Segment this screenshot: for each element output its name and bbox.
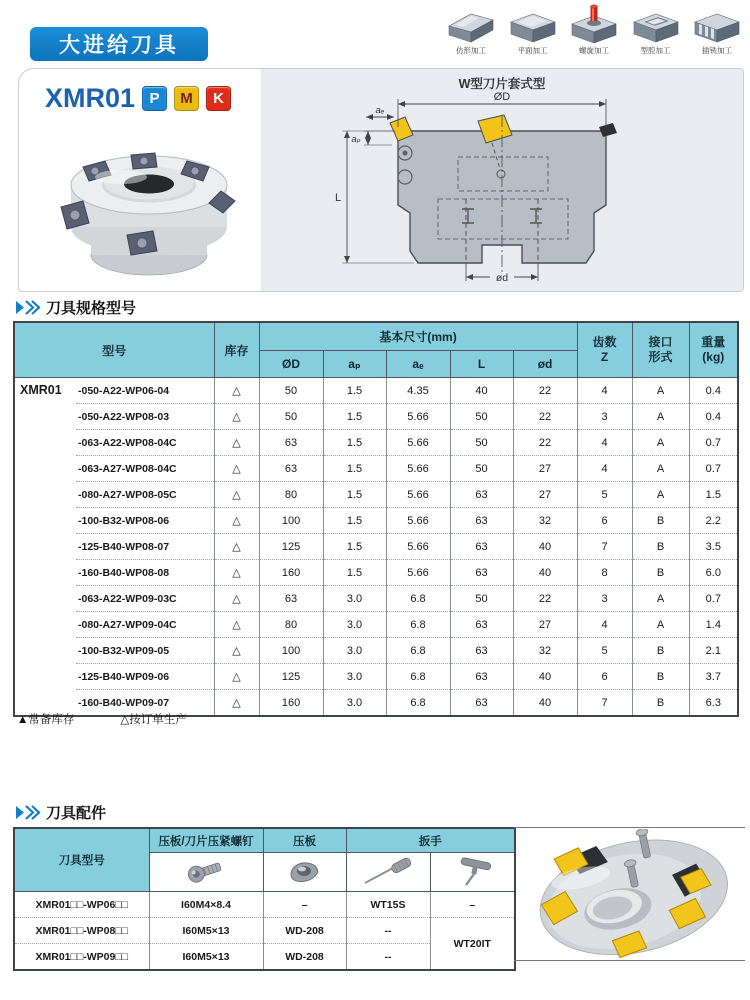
bore-cell: 27 [513, 612, 577, 638]
col-header-bore: ød [513, 351, 577, 378]
col-header-ap: aₚ [323, 351, 386, 378]
spec-table-row [14, 508, 738, 534]
z-cell: 5 [577, 482, 632, 508]
machining-type-face [505, 4, 561, 58]
model-cell: -100-B32-WP09-05 [76, 638, 214, 664]
model-cell: -125-B40-WP09-06 [76, 664, 214, 690]
iface-cell: B [632, 690, 689, 717]
screw-icon [183, 856, 229, 886]
acc-screw-cell: I60M4×8.4 [149, 892, 263, 918]
z-cell: 8 [577, 560, 632, 586]
pocket-block-icon [630, 4, 682, 44]
stock-cell: △ [214, 508, 259, 534]
wt-cell: 6.3 [689, 690, 738, 717]
machining-type-helical [566, 4, 622, 58]
spec-table-row [14, 534, 738, 560]
accessories-table-body [14, 892, 515, 971]
od-cell: 125 [259, 534, 323, 560]
bore-cell: 40 [513, 664, 577, 690]
l-cell: 63 [450, 638, 513, 664]
spec-table-row [14, 482, 738, 508]
z-cell: 6 [577, 508, 632, 534]
dim-label-od: ØD [493, 91, 511, 103]
col-header-ae: aₑ [386, 351, 450, 378]
product-card [18, 68, 744, 292]
iface-cell: B [632, 638, 689, 664]
od-cell: 63 [259, 430, 323, 456]
spec-table-row [14, 664, 738, 690]
torx-driver-image-cell [346, 853, 430, 892]
stock-cell: △ [214, 482, 259, 508]
dim-label-l: L [334, 192, 342, 204]
acc-model-cell: XMR01□□-WP09□□ [14, 944, 149, 971]
legend-regular-stock: ▲常备库存 [17, 714, 75, 726]
ae-cell: 5.66 [386, 456, 450, 482]
clamp-icon [285, 857, 325, 885]
machining-type-label: 仿形加工 [456, 46, 486, 55]
model-cell: -160-B40-WP08-08 [76, 560, 214, 586]
stock-cell: △ [214, 664, 259, 690]
wt-cell: 0.7 [689, 586, 738, 612]
acc-model-cell: XMR01□□-WP08□□ [14, 918, 149, 944]
l-cell: 50 [450, 456, 513, 482]
dim-label-ae: aₑ [375, 105, 385, 116]
profiling-block-icon [445, 4, 497, 44]
acc-clamp-cell: WD-208 [263, 944, 346, 971]
bore-cell: 40 [513, 690, 577, 717]
iface-cell: A [632, 612, 689, 638]
machining-type-pocket [628, 4, 684, 58]
model-cell: -063-A27-WP08-04C [76, 456, 214, 482]
ae-cell: 5.66 [386, 560, 450, 586]
acc-col-screw: 压板/刀片压紧螺钉 [149, 828, 263, 853]
iface-cell: B [632, 560, 689, 586]
accessories-section-header [16, 802, 106, 823]
bore-cell: 27 [513, 482, 577, 508]
acc-wrench1-cell: -- [346, 944, 430, 971]
ap-cell: 1.5 [323, 404, 386, 430]
iface-cell: B [632, 534, 689, 560]
stock-cell: △ [214, 612, 259, 638]
l-cell: 63 [450, 664, 513, 690]
iface-cell: B [632, 508, 689, 534]
section-chevron-icon [16, 300, 40, 315]
od-cell: 63 [259, 456, 323, 482]
accessories-section-title: 刀具配件 [46, 805, 107, 822]
ap-cell: 1.5 [323, 534, 386, 560]
bore-cell: 40 [513, 534, 577, 560]
z-cell: 3 [577, 586, 632, 612]
z-cell: 5 [577, 638, 632, 664]
model-cell: -063-A22-WP09-03C [76, 586, 214, 612]
od-cell: 160 [259, 690, 323, 717]
wt-cell: 2.1 [689, 638, 738, 664]
col-header-stock: 库存 [214, 322, 259, 378]
ae-cell: 6.8 [386, 690, 450, 717]
acc-col-clamp: 压板 [263, 828, 346, 853]
ap-cell: 1.5 [323, 456, 386, 482]
machining-type-label: 螺旋加工 [579, 46, 609, 55]
stock-cell: △ [214, 586, 259, 612]
grade-badge-k: K [206, 86, 231, 111]
l-cell: 50 [450, 404, 513, 430]
iface-cell: A [632, 404, 689, 430]
od-cell: 80 [259, 482, 323, 508]
dim-label-bore: ød [495, 272, 509, 284]
ap-cell: 3.0 [323, 586, 386, 612]
bore-cell: 40 [513, 560, 577, 586]
product-model-title: XMR01 [45, 83, 136, 113]
l-cell: 63 [450, 508, 513, 534]
iface-cell: A [632, 456, 689, 482]
spec-table-body [14, 378, 738, 717]
od-cell: 100 [259, 508, 323, 534]
bore-cell: 22 [513, 586, 577, 612]
l-cell: 40 [450, 378, 513, 404]
grade-badge-p: P [142, 86, 167, 111]
wt-cell: 1.4 [689, 612, 738, 638]
iface-cell: A [632, 430, 689, 456]
spec-table-row [14, 404, 738, 430]
stock-cell: △ [214, 560, 259, 586]
bore-cell: 22 [513, 430, 577, 456]
wt-cell: 3.5 [689, 534, 738, 560]
spec-table-row [14, 560, 738, 586]
wt-cell: 0.7 [689, 430, 738, 456]
z-cell: 3 [577, 404, 632, 430]
col-header-od: ØD [259, 351, 323, 378]
l-cell: 50 [450, 586, 513, 612]
acc-clamp-cell: WD-208 [263, 918, 346, 944]
ae-cell: 5.66 [386, 508, 450, 534]
drawing-title: W型刀片套式型 [458, 77, 546, 91]
machining-type-profiling [443, 4, 499, 58]
iface-cell: B [632, 664, 689, 690]
accessories-photo-box [514, 827, 745, 961]
page-header-tab: 大进给刀具 [30, 27, 208, 61]
od-cell: 125 [259, 664, 323, 690]
stock-cell: △ [214, 534, 259, 560]
wt-cell: 6.0 [689, 560, 738, 586]
ap-cell: 3.0 [323, 612, 386, 638]
model-cell: -080-A27-WP09-04C [76, 612, 214, 638]
col-header-weight: 重量 (kg) [689, 322, 738, 378]
product-photo [31, 119, 263, 287]
wt-cell: 0.7 [689, 456, 738, 482]
t-wrench-icon [444, 856, 500, 886]
bore-cell: 22 [513, 378, 577, 404]
ap-cell: 1.5 [323, 378, 386, 404]
model-cell: -100-B32-WP08-06 [76, 508, 214, 534]
z-cell: 4 [577, 378, 632, 404]
plunge-slot-block-icon [691, 4, 743, 44]
ae-cell: 5.66 [386, 430, 450, 456]
od-cell: 160 [259, 560, 323, 586]
ae-cell: 5.66 [386, 482, 450, 508]
brand-cell: XMR01 [14, 378, 76, 717]
acc-screw-cell: I60M5×13 [149, 918, 263, 944]
spec-table-row [14, 612, 738, 638]
col-header-model: 型号 [14, 322, 214, 378]
wt-cell: 0.4 [689, 378, 738, 404]
screw-image-cell [149, 853, 263, 892]
stock-cell: △ [214, 690, 259, 717]
spec-table-row [14, 430, 738, 456]
stock-cell: △ [214, 638, 259, 664]
acc-wrench1-cell: -- [346, 918, 430, 944]
grade-badge-m: M [174, 86, 199, 111]
machining-type-plunge [689, 4, 745, 58]
od-cell: 63 [259, 586, 323, 612]
spec-table [13, 321, 739, 717]
z-cell: 6 [577, 664, 632, 690]
accessories-table-row [14, 918, 515, 944]
col-header-teeth: 齿数 Z [577, 322, 632, 378]
stock-legend [17, 711, 187, 727]
accessories-table-header [14, 828, 515, 892]
spec-table-row [14, 586, 738, 612]
stock-cell: △ [214, 378, 259, 404]
spec-table-row [14, 638, 738, 664]
t-wrench-image-cell [430, 853, 515, 892]
ae-cell: 6.8 [386, 586, 450, 612]
stock-cell: △ [214, 430, 259, 456]
ap-cell: 3.0 [323, 664, 386, 690]
od-cell: 100 [259, 638, 323, 664]
stock-cell: △ [214, 456, 259, 482]
iface-cell: A [632, 482, 689, 508]
accessories-photo [516, 829, 744, 959]
technical-drawing [302, 73, 702, 288]
bore-cell: 27 [513, 456, 577, 482]
model-cell: -050-A22-WP06-04 [76, 378, 214, 404]
ap-cell: 1.5 [323, 560, 386, 586]
acc-col-model: 刀具型号 [14, 828, 149, 892]
bore-cell: 32 [513, 638, 577, 664]
spec-table-header [14, 322, 738, 378]
wt-cell: 3.7 [689, 664, 738, 690]
machining-icon-strip [443, 4, 745, 58]
wt-cell: 1.5 [689, 482, 738, 508]
l-cell: 50 [450, 430, 513, 456]
ap-cell: 1.5 [323, 508, 386, 534]
acc-clamp-cell: – [263, 892, 346, 918]
col-header-l: L [450, 351, 513, 378]
accessories-table [13, 827, 516, 971]
z-cell: 4 [577, 456, 632, 482]
l-cell: 63 [450, 534, 513, 560]
z-cell: 4 [577, 430, 632, 456]
helical-drill-block-icon [568, 4, 620, 44]
z-cell: 4 [577, 612, 632, 638]
od-cell: 50 [259, 404, 323, 430]
l-cell: 63 [450, 560, 513, 586]
spec-section-title: 刀具规格型号 [46, 300, 137, 317]
stock-cell: △ [214, 404, 259, 430]
acc-wrench2-merged-cell: WT20IT [430, 918, 515, 971]
product-title-row [45, 83, 231, 114]
l-cell: 63 [450, 612, 513, 638]
machining-type-label: 平面加工 [517, 46, 548, 55]
iface-cell: A [632, 586, 689, 612]
col-header-dims-group: 基本尺寸(mm) [259, 322, 577, 351]
acc-wrench2-cell: – [430, 892, 515, 918]
iface-cell: A [632, 378, 689, 404]
model-cell: -160-B40-WP09-07 [76, 690, 214, 717]
accessories-table-row [14, 892, 515, 918]
ae-cell: 5.66 [386, 404, 450, 430]
od-cell: 80 [259, 612, 323, 638]
ap-cell: 1.5 [323, 482, 386, 508]
face-milling-block-icon [507, 4, 559, 44]
model-cell: -050-A22-WP08-03 [76, 404, 214, 430]
ap-cell: 1.5 [323, 430, 386, 456]
acc-screw-cell: I60M5×13 [149, 944, 263, 971]
ae-cell: 6.8 [386, 638, 450, 664]
bore-cell: 22 [513, 404, 577, 430]
ae-cell: 6.8 [386, 612, 450, 638]
l-cell: 63 [450, 482, 513, 508]
section-chevron-icon [16, 805, 40, 820]
ae-cell: 4.35 [386, 378, 450, 404]
wt-cell: 0.4 [689, 404, 738, 430]
spec-table-row [14, 378, 738, 404]
l-cell: 63 [450, 690, 513, 717]
acc-model-cell: XMR01□□-WP06□□ [14, 892, 149, 918]
od-cell: 50 [259, 378, 323, 404]
acc-wrench1-cell: WT15S [346, 892, 430, 918]
dim-label-ap: aₚ [351, 134, 361, 145]
ae-cell: 5.66 [386, 534, 450, 560]
machining-type-label: 插铣加工 [702, 46, 732, 55]
model-cell: -063-A22-WP08-04C [76, 430, 214, 456]
spec-section-header [16, 297, 136, 318]
bore-cell: 32 [513, 508, 577, 534]
drawing-panel [261, 69, 743, 291]
ae-cell: 6.8 [386, 664, 450, 690]
ap-cell: 3.0 [323, 638, 386, 664]
ap-cell: 3.0 [323, 690, 386, 717]
model-cell: -125-B40-WP08-07 [76, 534, 214, 560]
col-header-interface: 接口 形式 [632, 322, 689, 378]
machining-type-label: 型腔加工 [640, 46, 671, 55]
clamp-image-cell [263, 853, 346, 892]
torx-driver-icon [357, 856, 419, 886]
z-cell: 7 [577, 534, 632, 560]
spec-table-row [14, 456, 738, 482]
z-cell: 7 [577, 690, 632, 717]
model-cell: -080-A27-WP08-05C [76, 482, 214, 508]
legend-made-to-order: △按订单生产 [120, 714, 187, 726]
acc-col-wrench: 扳手 [346, 828, 515, 853]
wt-cell: 2.2 [689, 508, 738, 534]
